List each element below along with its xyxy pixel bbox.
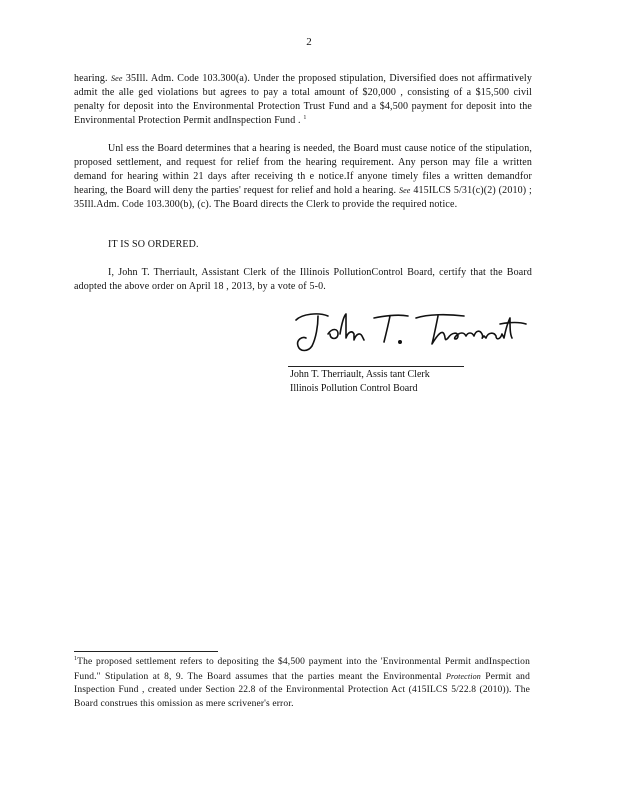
signatory-name-title: John T. Therriault, Assis tant Clerk	[290, 369, 430, 380]
p1-text-b: 35Ill. Adm. Code 103.300(a). Under the proposed stipulation, Diversified does not affirmatively admit the alle ged violations but agrees to pay a total amount of $20,000 , consisting of a $15,500 civil penalty for deposit into the Environmental Protection Trust Fund and a $4,500 payment for deposit into the Environmental Protection Permit andInspection Fund .	[74, 73, 533, 126]
footnote-ref[interactable]: 1	[303, 115, 307, 121]
footnote-text-b: Permit and Inspection Fund , created under Section 22.8 of the Environmental Protection Act (415ILCS 5/22.8 (2010)). The Board construes this omission as mere scrivener's error.	[74, 671, 530, 709]
certification-paragraph: I, John T. Therriault, Assistant Clerk of the Illinois PollutionControl Board, certify that the Board adopted the above order on April 18 , 2013, by a vote of 5-0.	[74, 267, 532, 292]
p2-see: See	[398, 186, 411, 195]
paragraph-hearing-stipulation	[74, 72, 532, 128]
p2-text-b: 415ILCS 5/31(c)(2) (2010) ; 35Ill.Adm. Code 103.300(b), (c). The Board directs the Clerk to provide the required notice.	[74, 185, 532, 210]
p1-see: See	[111, 74, 123, 83]
footnote-text-a: The proposed settlement refers to depositing the $4,500 payment into the 'Environmental Permit andInspection Fund." Stipulation at 8, 9. The Board assumes that the parties meant the Environmental	[74, 657, 530, 682]
page-number: 2	[306, 36, 312, 48]
signatory-organization: Illinois Pollution Control Board	[290, 383, 418, 394]
footnote-protection: Protection	[445, 671, 481, 681]
handwritten-signature	[288, 304, 528, 356]
footnote-separator	[74, 651, 218, 652]
signature-line	[288, 366, 464, 367]
p1-text-a: hearing.	[74, 73, 108, 84]
so-ordered: IT IS SO ORDERED.	[108, 239, 199, 250]
footnote-marker: 1	[74, 656, 78, 662]
p2-text-a: Unl ess the Board determines that a hearing is needed, the Board must cause notice of the stipulation, proposed settlement, and request for relief from the hearing requirement. Any person may file a written demand for hearing within 21 days after receiving th e notice.If anyone timely files a written demandfor hearing, the Board will deny the parties' request for relief and hold a hearing.	[74, 143, 532, 196]
paragraph-notice	[74, 142, 532, 212]
footnote	[74, 656, 530, 711]
